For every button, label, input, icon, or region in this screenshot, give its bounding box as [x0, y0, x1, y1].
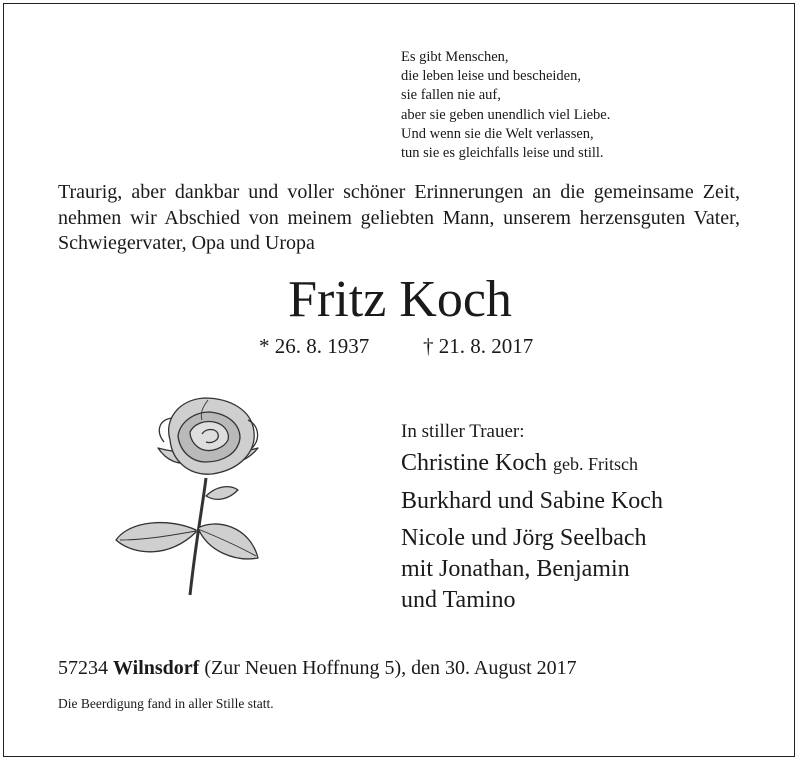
mourner-children-cont: und Tamino [401, 587, 516, 613]
poem-line-2: die leben leise und bescheiden, [401, 68, 581, 85]
town: Wilnsdorf [113, 657, 200, 679]
poem-line-6: tun sie es gleichfalls leise und still. [401, 145, 604, 162]
death-date: † 21. 8. 2017 [423, 334, 534, 358]
poem-line-1: Es gibt Menschen, [401, 49, 509, 65]
rose-icon [108, 390, 288, 600]
notice-border [3, 3, 795, 757]
poem-line-4: aber sie geben unendlich viel Liebe. [401, 106, 611, 123]
mourner-nicole-joerg: Nicole und Jörg Seelbach [401, 525, 647, 551]
intro-text: Traurig, aber dankbar und voller schöner Erinnerungen an die gemeinsame Zeit, nehmen wir Abschied von meinem geliebten Mann, unserem herzensguten Vater, Schwiegervater, Opa und Uropa [58, 181, 740, 254]
mourner-children: mit Jonathan, Benjamin [401, 556, 630, 582]
mourner-christine-nee: geb. Fritsch [552, 454, 638, 474]
mourner-christine [401, 448, 663, 480]
poem-line-5: Und wenn sie die Welt verlassen, [401, 125, 594, 142]
poem-line-3: sie fallen nie auf, [401, 87, 501, 104]
address-line [58, 655, 577, 681]
mourners-list [401, 448, 663, 616]
deceased-name: Fritz Koch [288, 271, 512, 328]
poem [401, 48, 610, 163]
mourner-christine-name: Christine Koch [401, 450, 547, 476]
postal-code: 57234 [58, 657, 108, 679]
birth-date: * 26. 8. 1937 [259, 334, 370, 358]
mourners-heading: In stiller Trauer: [401, 421, 525, 442]
address-rest: (Zur Neuen Hoffnung 5), den 30. August 2017 [204, 657, 577, 679]
funeral-note: Die Beerdigung fand in aller Stille statt. [58, 696, 274, 711]
mourner-burkhard-sabine: Burkhard und Sabine Koch [401, 488, 663, 514]
